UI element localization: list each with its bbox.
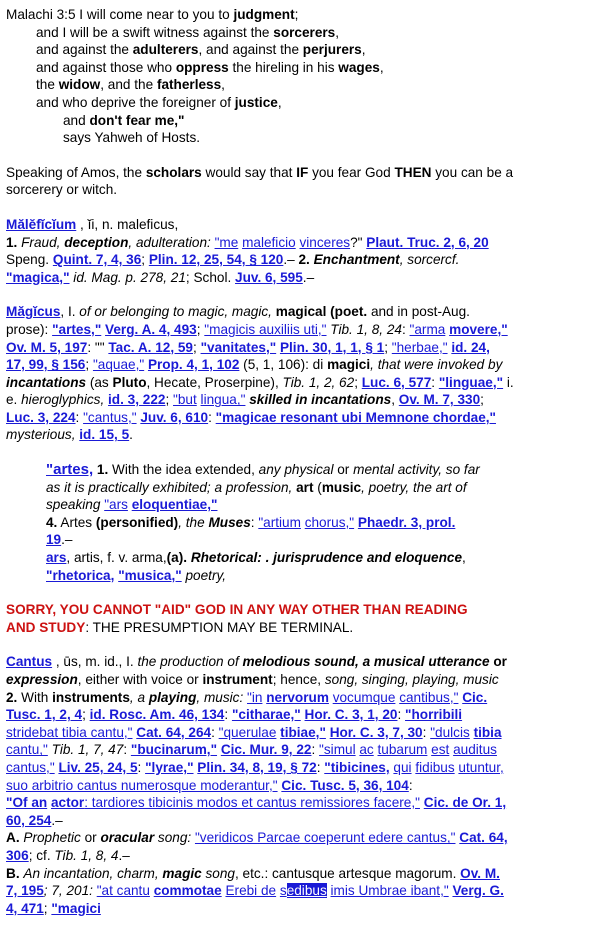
verse-line-4: and against those who oppress the hireling in his wages, xyxy=(36,59,384,75)
entry-cantus: Cantus , ūs, m. id., I. the production of melodious sound, a musical utterance or expression, either with voice or instrument; hence, song, singing, playing, music 2. With instruments, a playing, music: "in nervorum vocumque cantibus," Cic. Tusc. 1, 2, 4; id. Rosc. Am. 46, 134: "citharae," Hor. C. 3, 1, 20: "horribili stridebat tibia cantu," Cat. 64, 264: "querulae tibiae," Hor. C. 3, 7, 30: "dulcis tibia cantu," Tib. 1, 7, 47: "bucinarum," Cic. Mur. 9, 22: "simul ac tubarum est auditus cantus," Liv. 25, 24, 5: "lyrae," Plin. 34, 8, 19, § 72: "tibicines, qui fidibus utuntur, suo arbitrio cantus numerosque moderantur," Cic. Tusc. 5, 36, 104: "Of an actor: tardiores tibicinis modos et cantus remissiores facere," Cic. de Or. 1, 60, 254.– A. Prophetic or oracular song: "veridicos Parcae coeperunt edere cantus," Cat. 64, 306; cf. Tib. 1, 8, 4.– B. An incantation, charm, magic song, etc.: cantusque artesque magorum. Ov. M. 7, 195; 7, 201: "at cantu commotae Erebi de sedibus imis Umbrae ibant," Verg. G. 4, 471; "magici xyxy=(6,654,508,916)
highlighted-selection[interactable]: edibus xyxy=(286,883,327,899)
ref-plaut[interactable]: Plaut. Truc. 2, 6, 20 xyxy=(366,234,489,250)
verse-line-5: the widow, and the fatherless, xyxy=(36,77,225,93)
link-maleficio[interactable]: maleficio xyxy=(242,234,296,250)
link-me[interactable]: "me xyxy=(214,234,239,250)
verse-line-8: says Yahweh of Hosts. xyxy=(63,130,201,146)
ref-plin[interactable]: Plin. 12, 25, 54, § 120 xyxy=(148,252,284,268)
sorry-notice: SORRY, YOU CANNOT "AID" GOD IN ANY WAY OTHER THAN READING AND STUDY: THE PRESUMPTION MAY BE TERMINAL. xyxy=(6,602,468,635)
verse-line-2: and I will be a swift witness against the sorcerers, xyxy=(36,24,340,40)
verse-line-3: and against the adulterers, and against the perjurers, xyxy=(36,42,366,58)
entry-artes: "artes, 1. With the idea extended, any physical or mental activity, so far as it is practically exhibited; a profession, art (music, poetry, the art of speaking "ars eloquentiae," 4. Artes (personified), the Muses: "artium chorus," Phaedr. 3, prol. 19.– ars, artis, f. v. arma,(a). Rhetorical: . jurisprudence and eloquence, "rhetorica, "musica," poetry, xyxy=(46,461,480,583)
headword-maleficium[interactable]: Mălĕfĭcĭum xyxy=(6,216,77,232)
link-vinceres[interactable]: vinceres xyxy=(299,234,351,250)
verse-line-7: and don't fear me," xyxy=(63,112,185,128)
entry-magicus: Măgĭcus, I. of or belonging to magic, magic, magical (poet. and in post-Aug. prose): "artes," Verg. A. 4, 493; "magicis auxiliis uti," Tib. 1, 8, 24: "arma movere," Ov. M. 5, 197: "" Tac. A. 12, 59; "vanitates," Plin. 30, 1, 1, § 1; "herbae," id. 24, 17, 99, § 156; "aquae," Prop. 4, 1, 102 (5, 1, 106): di magici, that were invoked by incantations (as Pluto, Hecate, Proserpine), Tib. 1, 2, 62; Luc. 6, 577: "linguae," i. e. hieroglyphics, id. 3, 222; "but lingua," skilled in incantations, Ov. M. 7, 330; Luc. 3, 224: "cantus," Juv. 6, 610: "magicae resonant ubi Memnone chordae," mysterious, id. 15, 5. xyxy=(6,304,514,443)
ref-juv[interactable]: Juv. 6, 595 xyxy=(235,269,303,285)
ref-quint[interactable]: Quint. 7, 4, 36 xyxy=(52,252,142,268)
entry-maleficium: Mălĕfĭcĭum , ĭi, n. maleficus, 1. Fraud, deception, adulteration: "me maleficio vinceres?" Plaut. Truc. 2, 6, 20 Speng. Quint. 7, 4, 36; Plin. 12, 25, 54, § 120.– 2. Enchantment, sorcercf. "magica," id. Mag. p. 278, 21; Schol. Juv. 6, 595.– xyxy=(6,216,489,285)
verse-ref: Malachi 3:5 xyxy=(6,7,76,22)
verse-line-1: Malachi 3:5 I will come near to you to judgment; xyxy=(6,7,299,22)
headword-artes[interactable]: "artes, xyxy=(46,461,94,479)
verse-block xyxy=(6,6,592,147)
verse-line-6: and who deprive the foreigner of justice, xyxy=(36,94,282,110)
link-magica[interactable]: "magica," xyxy=(6,269,70,285)
amos-paragraph: Speaking of Amos, the scholars would say that IF you fear God THEN you can be a sorcerery or witch. xyxy=(6,164,514,198)
headword-cantus[interactable]: Cantus xyxy=(6,654,53,670)
headword-magicus[interactable]: Măgĭcus xyxy=(6,304,61,320)
